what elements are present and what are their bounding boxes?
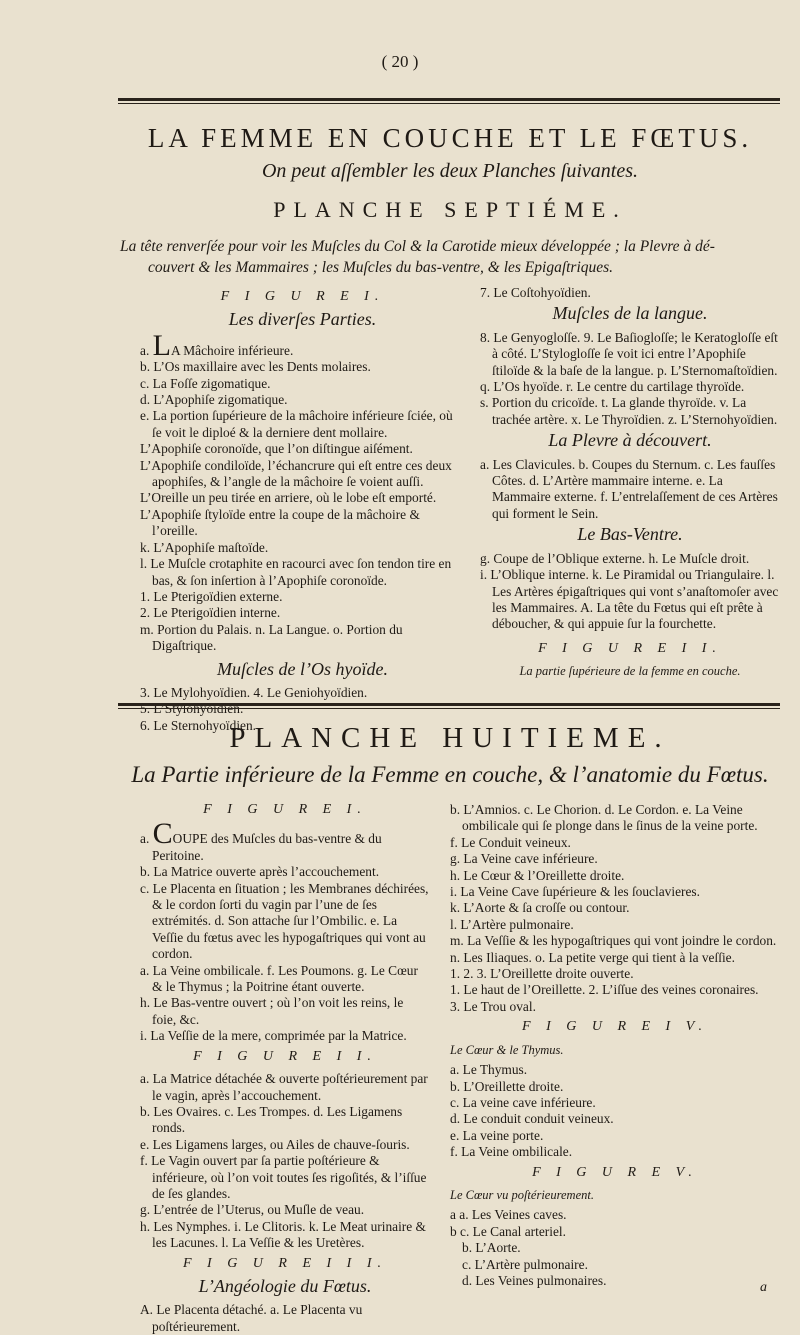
entry-n: n. Les Iliaques. o. La petite verge qui tient à la veſſie. [450,949,735,965]
entry-1: 1. Le haut de l’Oreillette. 2. L’iſſue des veines coronaires. [450,982,759,998]
entry-l: l. L’Artère pulmonaire. [450,916,574,932]
entry-i: i. La Veſſie de la mere, comprimée par la Matrice. [140,1028,407,1044]
plate7-left-column [140,285,465,734]
entry-m: m. Portion du Palais. n. La Langue. o. Portion du Digaſtrique. [140,621,403,654]
page-title: LA FEMME EN COUCHE ET LE FŒTUS. [147,123,753,153]
entry-6: 6. Le Sternohyoïdien. [140,717,257,733]
entry-m: m. La Veſſie & les hypogaſtriques qui vont joindre le cordon. [450,933,777,949]
entry-h: h. Le Bas-ventre ouvert ; où l’on voit les reins, le foie, &c. [140,995,404,1027]
entry-d: d. Les Veines pulmonaires. [462,1272,607,1288]
entry-b: b. L’Oreillette droite. [450,1078,564,1094]
catchword: a [760,1280,767,1295]
entry-a: a. LA Mâchoire inférieure. [140,328,294,362]
figure-3-title: F I G U R E I I I. [182,1255,388,1271]
plate7-right-column [480,285,780,684]
plate8-left-column [140,798,430,1335]
entry-g: g. L’entrée de l’Uterus, ou Muſle de veau. [140,1202,365,1218]
entry-d: d. Le conduit conduit veineux. [450,1111,614,1127]
entry-5: 5. L’Stylohyoïdien. [140,701,244,717]
entry-e: e. La veine porte. [450,1127,544,1143]
entry-b: b. Les Ovaires. c. Les Trompes. d. Les Ligamens ronds. [140,1103,403,1136]
section-heading: Le Bas-Ventre. [577,524,683,545]
figure-5-caption: Le Cœur vu poſtérieurement. [450,1187,594,1202]
entry-k: k. L’Aorte & ſa croſſe ou contour. [450,900,630,916]
entry-3: 3. Le Trou oval. [450,998,536,1014]
entry-c: c. Le Placenta en ſituation ; les Membranes déchirées, & le cordon ſorti du vagin par l’une de ſes extrémités. d. Son attache ſur l’Ombilic. e. La Veſſie du fœtus avec les hypogaſtriques qui vont au cordon. [140,880,429,962]
figure-1-title: F I G U R E I. [220,289,385,304]
page-subtitle: On peut aſſembler les deux Planches ſuivantes. [261,160,638,182]
intro-line-2: couvert & les Mammaires ; les Muſcles du bas-ventre, & les Epigaſtriques. [148,259,614,276]
figure-3-caption: L’Angéologie du Fœtus. [198,1275,372,1296]
entry-7: 7. Le Coſtohyoïdien. [480,285,591,300]
entry-f: f. Le Conduit veineux. [450,834,571,850]
entry-e: e. La portion ſupérieure de la mâchoire inférieure ſciée, où ſe voit le diploé & la derniere dent mollaire. [140,408,453,440]
figure-5-title: F I G U R E V. [532,1164,698,1180]
entry-a: a. La Matrice détachée & ouverte poſtérieurement par le vagin, après l’accouchement. [140,1071,428,1103]
entry-aa: a a. Les Veines caves. [450,1207,567,1223]
entry-g: g. La Veine cave inférieure. [450,851,598,867]
plate8-right-column [450,802,780,1289]
entry-f: f. Le Vagin ouvert par ſa partie poſtérieure & inférieure, où l’on voit toutes ſes rigoſités, & l’iſſue de ſes glandes. [140,1153,427,1201]
middle-rule [118,703,780,709]
entry-e2: L’Apophiſe coronoïde, que l’on diſtingue aiſément. [140,441,413,457]
entry-l: l. Le Muſcle crotaphite en racourci avec ſon tendon tire en bas, & ſon inſertion à l’Apophiſe coronoïde. [140,556,452,588]
entry-h: h. Les Nymphes. i. Le Clitoris. k. Le Meat urinaire & les Lacunes. l. La Veſſie & les Uretères. [140,1218,426,1251]
entry-h: h. Le Cœur & l’Oreillette droite. [450,867,625,883]
figure-4-title: F I G U R E I V. [522,1019,708,1035]
entry-123: 1. 2. 3. L’Oreillette droite ouverte. [450,966,634,982]
entry-s: s. Portion du cricoïde. t. La glande thyroïde. v. La trachée artère. x. Le Thyroïdien. z. L’Sternohyoïdien. [480,395,778,427]
plate7-intro [120,236,790,278]
figure-1-title: F I G U R E I. [203,802,367,817]
entry-c: c. L’Artère pulmonaire. [462,1256,588,1272]
entry-8: 8. Le Genyogloſſe. 9. Le Baſiogloſſe; le Keratogloſſe eſt à côté. L’Stylogloſſe ſe voit ici entre l’Apophiſe ſtiloïde & la baſe de la langue. p. L’Sternomaſtoïdien. [480,329,778,378]
entry-a: a. COUPE des Muſcles du bas-ventre & du Peritoine. [140,817,382,863]
entry-a2: a. La Veine ombilicale. f. Les Poumons. g. Le Cœur & le Thymus ; la Poitrine étant ouverte. [140,962,418,995]
entry-e: e. Les Ligamens larges, ou Ailes de chauve-ſouris. [140,1136,410,1152]
plate8-heading: PLANCHE HUITIEME. [229,722,671,754]
entry-i: i. La Veine Cave ſupérieure & les ſouclavieres. [450,884,700,900]
entry-b: b. L’Amnios. c. Le Chorion. d. Le Cordon. e. La Veine ombilicale qui ſe plonge dans le ſinus de la veine porte. [450,802,758,834]
entry-1: 1. Le Pterigoïdien externe. [140,588,283,604]
entry-q: q. L’Os hyoïde. r. Le centre du cartilage thyroïde. [480,379,745,395]
plate7-heading: PLANCHE SEPTIÉME. [273,197,627,222]
entry-d: d. L’Apophiſe zigomatique. [140,392,288,408]
entry-c: c. La Foſſe zigomatique. [140,375,271,391]
drop-cap: C [152,817,173,851]
entry-e3: L’Apophiſe condiloïde, l’échancrure qui eſt entre ces deux apophiſes, & l’angle de la mâchoire ſe voient auſſi. [140,457,452,490]
drop-cap: L [152,328,171,362]
entry-c: c. La veine cave inférieure. [450,1094,596,1110]
intro-line-1: La tête renverſée pour voir les Muſcles du Col & la Carotide mieux développée ; la Plevre à dé- [120,238,715,255]
figure-2-title: F I G U R E I I. [538,640,722,656]
section-heading: Les diverſes Parties. [228,309,377,330]
page-number: ( 20 ) [381,52,419,71]
entry-A: A. Le Placenta détaché. a. Le Placenta vu poſtérieurement. [140,1302,363,1334]
entry-b: b. L’Aorte. [462,1240,521,1256]
section-heading: La Plevre à découvert. [548,430,712,451]
entry-f: f. La Veine ombilicale. [450,1144,573,1160]
entry-e4: L’Oreille un peu tirée en arriere, où le lobe eſt emporté. [140,490,437,506]
entry-a: a. Les Clavicules. b. Coupes du Sternum. c. Les fauſſes Côtes. d. L’Artère mammaire interne. e. La Mammaire externe. f. L’entrelaſſement de ces Artères qui forment le Sein. [480,456,778,521]
entry-bc: b c. Le Canal arteriel. [450,1223,566,1239]
figure-2-title: F I G U R E I I. [193,1048,377,1064]
figure-2-caption: La partie ſupérieure de la femme en couche. [519,664,741,679]
top-rule [118,98,780,104]
section-heading: Muſcles de l’Os hyoïde. [217,658,388,679]
entry-a: a. Le Thymus. [450,1062,528,1078]
entry-3: 3. Le Mylohyoïdien. 4. Le Geniohyoïdien. [140,684,368,700]
entry-e5: L’Apophiſe ſtyloïde entre la coupe de la mâchoire & l’oreille. [140,506,420,539]
entry-2: 2. Le Pterigoïdien interne. [140,605,281,621]
entry-b: b. L’Os maxillaire avec les Dents molaires. [140,359,371,375]
entry-k: k. L’Apophiſe maſtoïde. [140,539,269,555]
entry-g: g. Coupe de l’Oblique externe. h. Le Muſcle droit. [480,550,750,566]
entry-b: b. La Matrice ouverte après l’accouchement. [140,864,380,880]
figure-4-caption: Le Cœur & le Thymus. [450,1042,564,1057]
section-heading: Muſcles de la langue. [552,303,708,324]
plate8-subtitle: La Partie inférieure de la Femme en couche, & l’anatomie du Fœtus. [131,762,769,787]
entry-i: i. L’Oblique interne. k. Le Piramidal ou Triangulaire. l. Les Artères épigaſtriques qui vont s’anaſtomoſer avec les Mammaires. A. La tête du Fœtus qui eſt prête à déboucher, & qui appuie ſur la fourchette. [480,567,779,632]
